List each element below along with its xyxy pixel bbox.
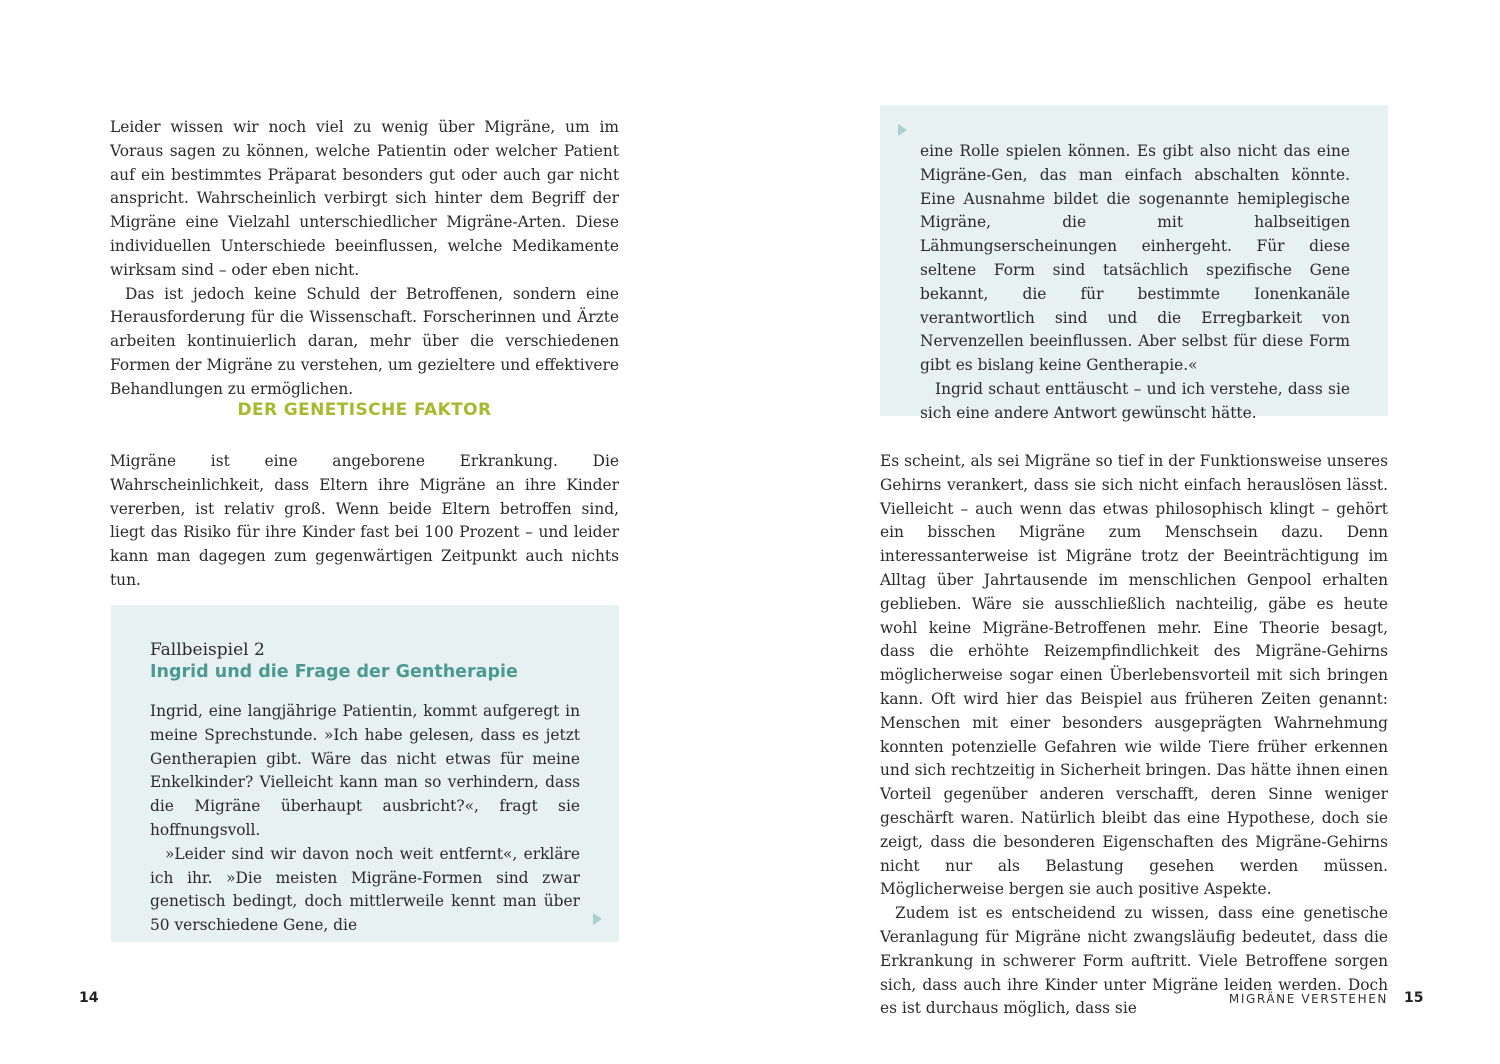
case-study-box-continued: [880, 105, 1388, 422]
case-study-box: [111, 605, 619, 942]
case-continued-paragraph-1: eine Rolle spielen können. Es gibt also nicht das eine Migräne-Gen, das man einfach abschalten könnte. Eine Ausnahme bildet die sogenannte hemiplegische Migräne, die mit halbseitigen Lähmungserscheinungen einhergeht. Für diese seltene Form sind tatsächlich spezifische Gene bekannt, die für bestimmte Ionenkanäle verantwortlich sind und die Erregbarkeit von Nervenzellen beeinflussen. Aber selbst für diese Form gibt es bislang keine Gentherapie.«: [920, 142, 1350, 375]
intro-paragraph-2: Das ist jedoch keine Schuld der Betroffenen, sondern eine Herausforderung für die Wissenschaft. Forscherinnen und Ärzte arbeiten kontinuierlich daran, mehr über die verschiedenen Formen der Migräne zu verstehen, um gezieltere und effektivere Behandlungen zu ermöglichen.: [110, 284, 619, 398]
case-study-title: Ingrid und die Frage der Gentherapie: [150, 662, 518, 682]
case-study-label: Fallbeispiel 2: [150, 640, 265, 660]
case-study-paragraph-1: Ingrid, eine langjährige Patientin, kommt aufgeregt in meine Sprechstunde. »Ich habe gelesen, dass es jetzt Gentherapien gibt. Wäre das nicht etwas für meine Enkelkinder? Vielleicht kann man so verhindern, dass die Migräne überhaupt ausbricht?«, fragt sie hoffnungsvoll.: [150, 702, 580, 839]
continued-arrow-icon: [898, 124, 907, 136]
right-body-text: [880, 450, 1388, 1021]
case-continued-paragraph-2: Ingrid schaut enttäuscht – und ich verstehe, dass sie sich eine andere Antwort gewünscht hätte.: [920, 379, 1350, 422]
section-paragraph: Migräne ist eine angeborene Erkrankung. Die Wahrscheinlichkeit, dass Eltern ihre Migräne an ihre Kinder vererben, ist relativ groß. Wenn beide Eltern betroffen sind, liegt das Risiko für ihre Kinder fast bei 100 Prozent – und leider kann man dagegen zum gegenwärtigen Zeitpunkt auch nichts tun.: [110, 452, 619, 589]
section-text: [110, 450, 619, 593]
left-intro-text: [110, 116, 619, 402]
section-heading: DER GENETISCHE FAKTOR: [237, 400, 492, 420]
intro-paragraph-1: Leider wissen wir noch viel zu wenig über Migräne, um im Voraus sagen zu können, welche Patientin oder welcher Patient auf ein bestimmtes Präparat besonders gut oder auch gar nicht anspricht. Wahrscheinlich verbirgt sich hinter dem Begriff der Migräne eine Vielzahl unterschiedlicher Migräne-Arten. Diese individuellen Unterschiede beeinflussen, welche Medikamente wirksam sind – oder eben nicht.: [110, 118, 619, 279]
body-paragraph-1: Es scheint, als sei Migräne so tief in der Funktionsweise unseres Gehirns verankert, dass sie sich nicht einfach herauslösen lässt. Vielleicht – auch wenn das etwas philosophisch klingt – gehört ein bisschen Migräne zum Menschsein dazu. Denn interessanterweise ist Migräne trotz der Beeinträchtigung im Alltag über Jahrtausende im menschlichen Genpool erhalten geblieben. Wäre sie ausschließlich nachteilig, gäbe es heute wohl keine Migräne-Betroffenen mehr. Eine Theorie besagt, dass die erhöhte Reizempfindlichkeit des Migräne-Gehirns möglicherweise sogar einen Überlebensvorteil mit sich bringen kann. Oft wird hier das Beispiel aus früheren Zeiten genannt: Menschen mit einer besonders ausgeprägten Wahrnehmung konnten potenzielle Gefahren wie wilde Tiere früher erkennen und sich rechtzeitig in Sicherheit bringen. Das hätte ihnen einen Vorteil gegenüber anderen verschafft, deren Sinne weniger geschärft waren. Natürlich bleibt das eine Hypothese, doch sie zeigt, dass die besonderen Eigenschaften des Migräne-Gehirns nicht nur als Belastung gesehen werden müssen. Möglicherweise bergen sie auch positive Aspekte.: [880, 452, 1388, 899]
page-number-left: 14: [79, 990, 99, 1006]
case-study-paragraph-2: »Leider sind wir davon noch weit entfernt«, erkläre ich ihr. »Die meisten Migräne-Formen sind zwar genetisch bedingt, doch mittlerweile kennt man über 50 verschiedene Gene, die: [150, 844, 580, 935]
page-number-right: 15: [1404, 990, 1424, 1006]
running-head: MIGRÄNE VERSTEHEN: [1228, 992, 1388, 1006]
body-paragraph-2: Zudem ist es entscheidend zu wissen, dass eine genetische Veranlagung für Migräne nicht zwangsläufig bedeutet, dass die Erkrankung in schwerer Form auftritt. Viele Betroffene sorgen sich, dass auch ihre Kinder unter Migräne leiden werden. Doch es ist durchaus möglich, dass sie: [880, 904, 1388, 1018]
continue-arrow-icon: [593, 913, 602, 925]
